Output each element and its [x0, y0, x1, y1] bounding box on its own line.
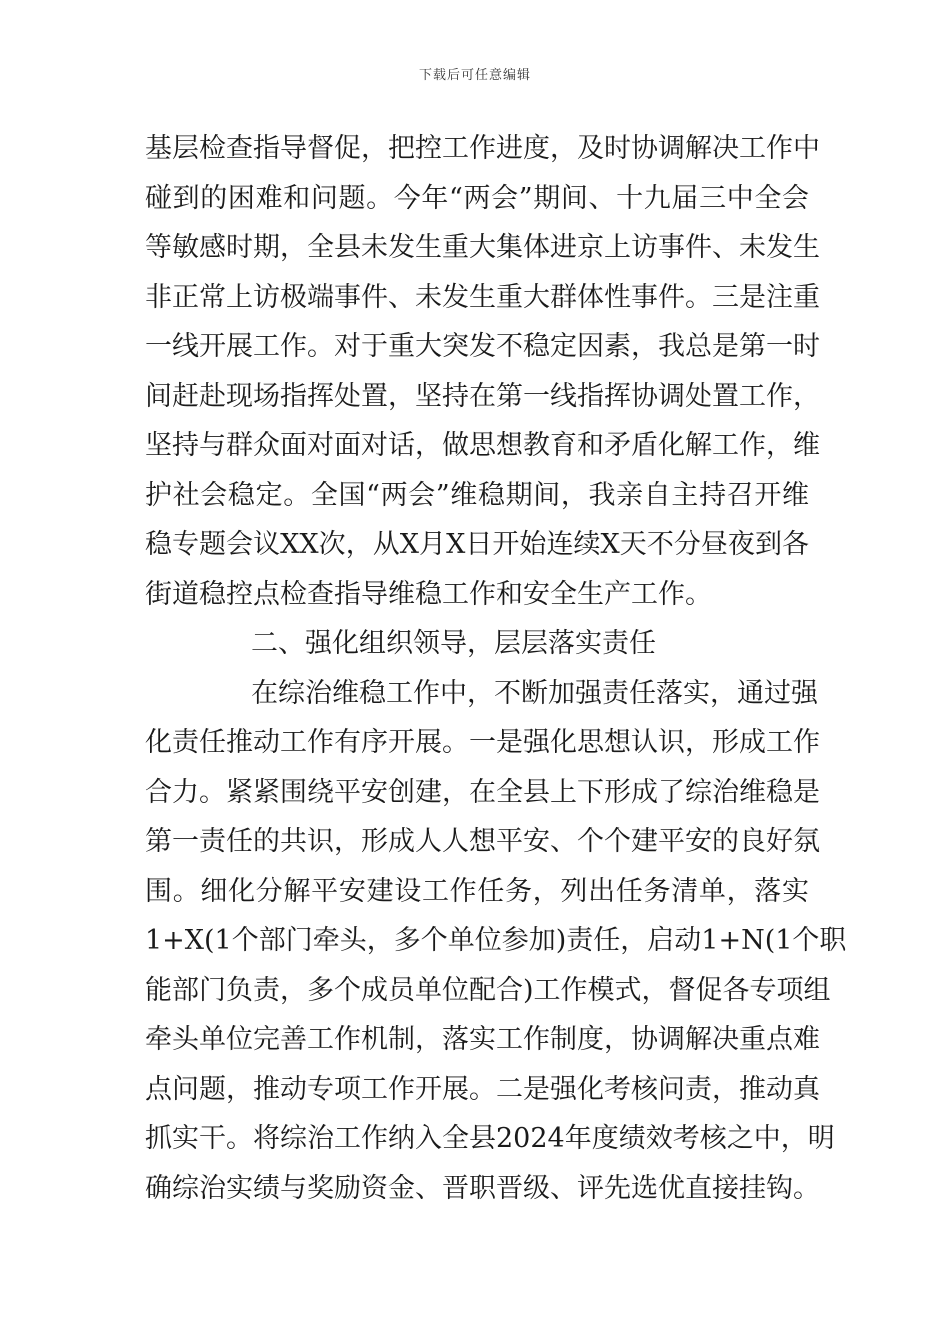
paragraph-line: 第一责任的共识，形成人人想平安、个个建平安的良好氛: [145, 826, 820, 857]
paragraph-line: 在综治维稳工作中，不断加强责任落实，通过强: [251, 677, 818, 709]
paragraph-line: 基层检查指导督促，把控工作进度，及时协调解决工作中: [145, 133, 820, 164]
document-body: [145, 124, 847, 1213]
paragraph-line: 护社会稳定。全国“两会”维稳期间，我亲自主持召开维: [145, 479, 809, 511]
paragraph-line: 抓实干。将综治工作纳入全县2024年度绩效考核之中，明: [145, 1123, 835, 1154]
paragraph-line: 街道稳控点检查指导维稳工作和安全生产工作。: [145, 578, 712, 610]
paragraph-line: 点问题，推动专项工作开展。二是强化考核问责，推动真: [145, 1073, 820, 1105]
paragraph-line: 确综治实绩与奖励资金、晋职晋级、评先选优直接挂钩。: [145, 1172, 820, 1204]
paragraph-line: 非正常上访极端事件、未发生重大群体性事件。三是注重: [145, 281, 820, 313]
paragraph-line: 围。细化分解平安建设工作任务，列出任务清单，落实: [145, 875, 809, 907]
paragraph-line: 等敏感时期，全县未发生重大集体进京上访事件、未发生: [145, 232, 820, 263]
paragraph-line: 能部门负责，多个成员单位配合)工作模式，督促各专项组: [145, 974, 831, 1006]
paragraph-line: 碰到的困难和问题。今年“两会”期间、十九届三中全会: [145, 182, 809, 214]
paragraph-line: 牵头单位完善工作机制，落实工作制度，协调解决重点难: [145, 1024, 820, 1055]
paragraph-line: 稳专题会议XX次，从X月X日开始连续X天不分昼夜到各: [145, 529, 809, 560]
section-heading: 二、强化组织领导，层层落实责任: [251, 628, 656, 659]
paragraph-line: 一线开展工作。对于重大突发不稳定因素，我总是第一时: [145, 331, 820, 362]
paragraph-line: 坚持与群众面对面对话，做思想教育和矛盾化解工作，维: [145, 430, 820, 461]
paragraph-line: 1+X(1个部门牵头，多个单位参加)责任，启动1+N(1个职: [145, 925, 847, 956]
paragraph-line: 化责任推动工作有序开展。一是强化思想认识，形成工作: [145, 727, 820, 758]
paragraph-line: 间赶赴现场指挥处置，坚持在第一线指挥协调处置工作，: [145, 380, 820, 412]
page-header: 下载后可任意编辑: [418, 68, 531, 83]
paragraph-line: 合力。紧紧围绕平安创建，在全县上下形成了综治维稳是: [145, 776, 820, 808]
